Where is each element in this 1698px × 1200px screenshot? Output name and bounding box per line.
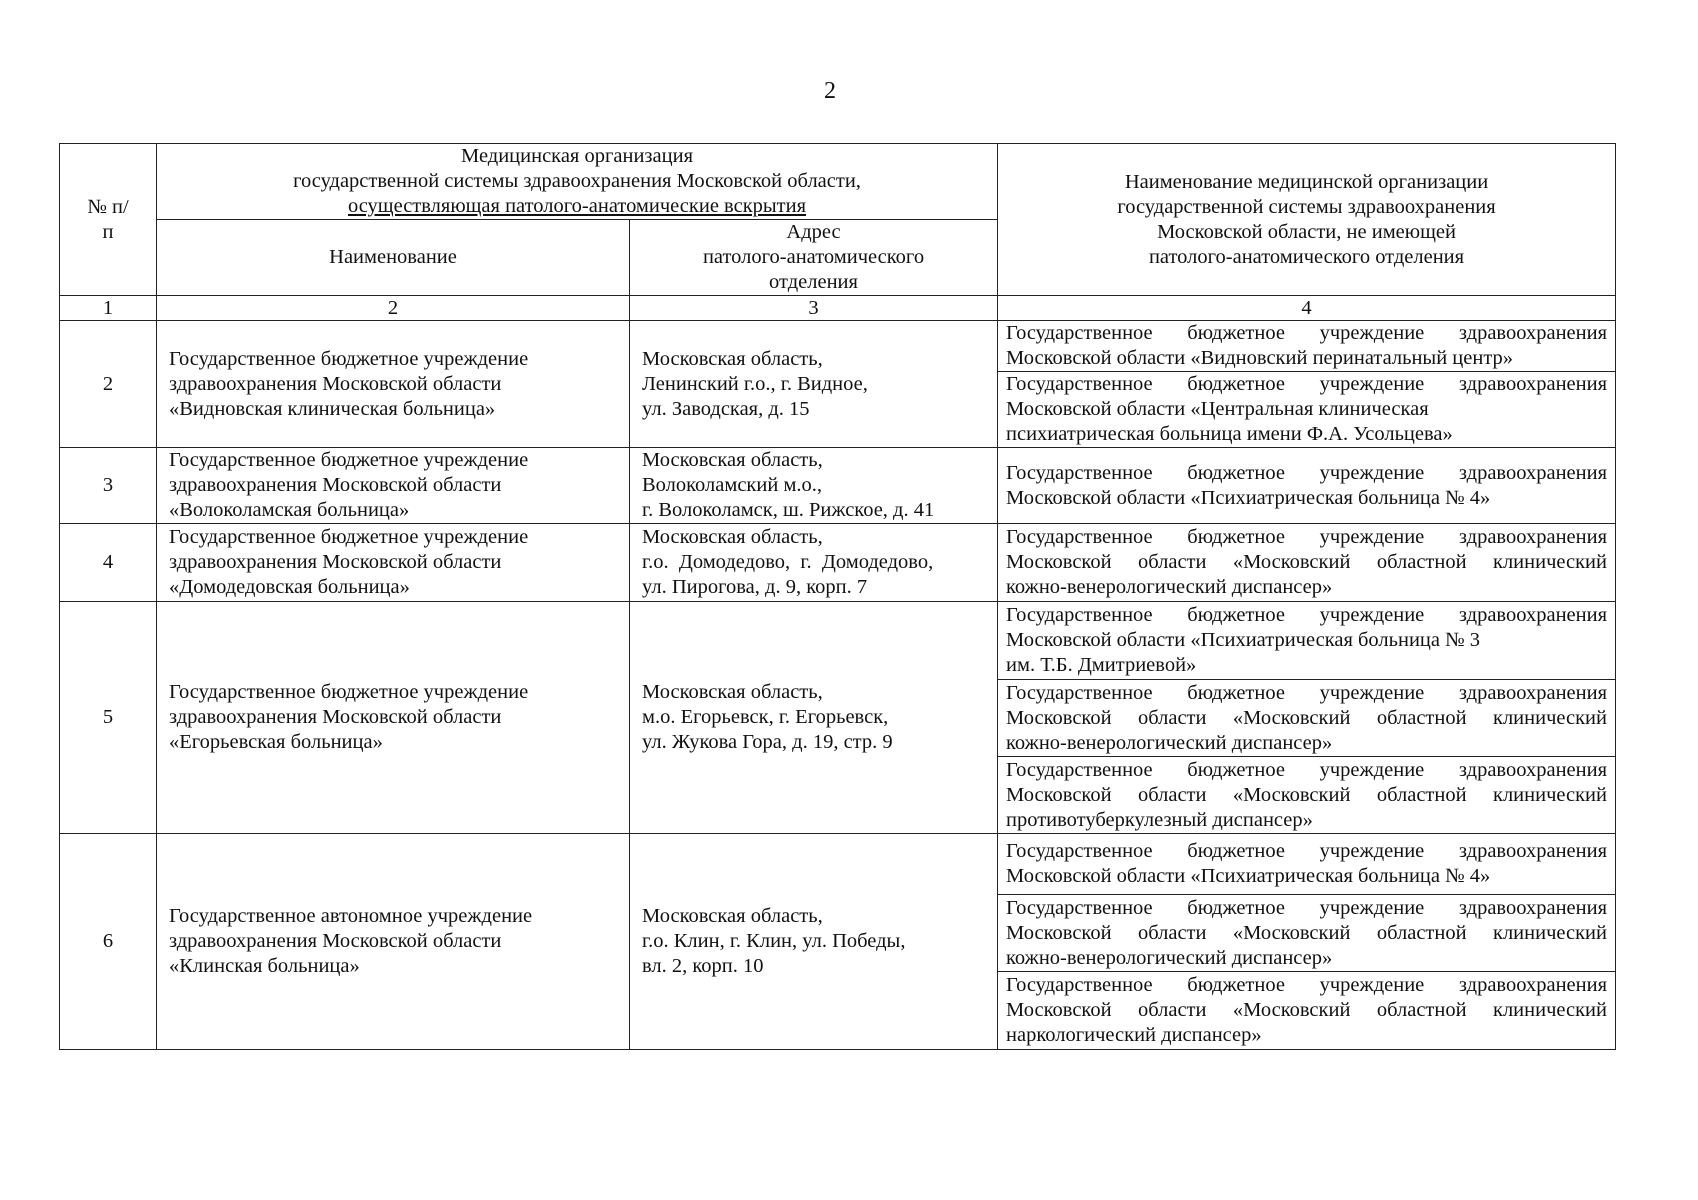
attached-org-line: Московской области «Психиатрическая больница № 4» xyxy=(1006,865,1491,887)
attached-org-line: Государственное бюджетное учреждение здравоохранения xyxy=(1006,604,1608,626)
attached-org-line: психиатрическая больница имени Ф.А. Усольцева» xyxy=(1006,423,1453,445)
column-number: 3 xyxy=(630,296,998,321)
attached-org-line: Московской области «Московский областной клинический xyxy=(1006,921,1608,944)
org-name-line: «Волоколамская больница» xyxy=(169,499,410,521)
address-line: Ленинский г.о., г. Видное, xyxy=(642,372,868,395)
attached-org-cell xyxy=(998,602,1616,680)
row-number: 3 xyxy=(60,448,157,524)
attached-org-cell xyxy=(998,757,1616,834)
attached-org-line: Московской области «Московский областной клинический xyxy=(1006,551,1608,573)
header-num: № п/п xyxy=(87,195,129,243)
header-group-cell xyxy=(157,144,998,220)
address-line: ул. Заводская, д. 15 xyxy=(642,397,810,420)
address-line: вл. 2, корп. 10 xyxy=(642,955,764,977)
address-cell xyxy=(630,834,998,1050)
header-name: Наименование xyxy=(329,246,457,268)
column-number-row xyxy=(60,296,1616,321)
attached-org-line: Государственное бюджетное учреждение здравоохранения xyxy=(1006,461,1608,484)
attached-org-line: кожно-венерологический диспансер» xyxy=(1006,576,1333,598)
org-name-line: здравоохранения Московской области xyxy=(169,551,502,573)
attached-org-line: Государственное бюджетное учреждение здравоохранения xyxy=(1006,322,1608,344)
attached-org-line: Государственное бюджетное учреждение здравоохранения xyxy=(1006,681,1608,704)
org-name-line: здравоохранения Московской области xyxy=(169,372,502,395)
header-right-line: Наименование медицинской организации xyxy=(1124,170,1489,193)
org-name-cell xyxy=(157,602,630,834)
address-cell xyxy=(630,602,998,834)
org-name-line: Государственное бюджетное учреждение xyxy=(169,526,529,548)
address-line: Московская область, xyxy=(642,449,823,471)
org-name-line: Государственное бюджетное учреждение xyxy=(169,681,529,703)
attached-org-line: Государственное бюджетное учреждение здравоохранения xyxy=(1006,526,1608,548)
address-line: Волоколамский м.о., xyxy=(642,474,823,496)
header-group-line: государственной системы здравоохранения Московской области, xyxy=(293,170,861,192)
attached-org-line: Государственное бюджетное учреждение здравоохранения xyxy=(1006,373,1608,395)
attached-org-cell xyxy=(998,895,1616,972)
column-number: 4 xyxy=(998,296,1616,321)
attached-org-line: Московской области «Центральная клиническая xyxy=(1006,398,1429,420)
table-row xyxy=(60,321,1616,372)
attached-org-line: противотуберкулезный диспансер» xyxy=(1006,808,1313,831)
org-name-line: «Видновская клиническая больница» xyxy=(169,397,496,420)
header-address-line: Адрес xyxy=(786,221,841,243)
attached-org-line: Московской области «Московский областной клинический xyxy=(1006,706,1608,729)
header-right-cell xyxy=(998,144,1616,296)
header-right-line: государственной системы здравоохранения xyxy=(1117,195,1496,218)
attached-org-cell xyxy=(998,372,1616,448)
row-number: 4 xyxy=(60,524,157,602)
attached-org-cell xyxy=(998,448,1616,524)
table-row xyxy=(60,448,1616,524)
attached-org-line: кожно-венерологический диспансер» xyxy=(1006,731,1333,754)
attached-org-cell xyxy=(998,321,1616,372)
table-row xyxy=(60,834,1616,895)
address-line: г.о. Домодедово, г. Домодедово, xyxy=(642,551,934,573)
address-line: Московская область, xyxy=(642,526,823,548)
address-line: Московская область, xyxy=(642,347,823,370)
address-line: г. Волоколамск, ш. Рижское, д. 41 xyxy=(642,499,935,521)
org-name-line: «Егорьевская больница» xyxy=(169,731,383,753)
column-number: 2 xyxy=(157,296,630,321)
org-name-cell xyxy=(157,834,630,1050)
address-line: г.о. Клин, г. Клин, ул. Победы, xyxy=(642,930,906,952)
org-name-line: Государственное бюджетное учреждение xyxy=(169,347,529,370)
attached-org-line: Московской области «Психиатрическая больница № 3 xyxy=(1006,629,1481,651)
table-row xyxy=(60,602,1616,680)
address-line: Московская область, xyxy=(642,905,823,927)
header-num-cell xyxy=(60,144,157,296)
header-right-line: патолого-анатомического отделения xyxy=(1148,245,1465,268)
attached-org-cell xyxy=(998,834,1616,895)
org-name-line: здравоохранения Московской области xyxy=(169,474,502,496)
attached-org-line: Московской области «Московский областной клинический xyxy=(1006,999,1608,1021)
header-address-line: патолого-анатомического xyxy=(702,246,925,268)
attached-org-line: наркологический диспансер» xyxy=(1006,1024,1262,1046)
header-address-line: отделения xyxy=(769,271,858,293)
attached-org-line: Московской области «Психиатрическая больница № 4» xyxy=(1006,486,1491,509)
attached-org-line: Государственное бюджетное учреждение здравоохранения xyxy=(1006,896,1608,919)
attached-org-line: Московской области «Видновский перинатальный центр» xyxy=(1006,347,1514,369)
attached-org-line: Московской области «Московский областной клинический xyxy=(1006,783,1608,806)
address-line: м.о. Егорьевск, г. Егорьевск, xyxy=(642,706,889,728)
header-right-line: Московской области, не имеющей xyxy=(1157,220,1456,243)
attached-org-cell xyxy=(998,524,1616,602)
address-cell xyxy=(630,448,998,524)
attached-org-line: Государственное бюджетное учреждение здравоохранения xyxy=(1006,758,1608,781)
org-name-line: здравоохранения Московской области xyxy=(169,706,502,728)
org-name-line: Государственное бюджетное учреждение xyxy=(169,449,529,471)
org-name-cell xyxy=(157,448,630,524)
table-row xyxy=(60,524,1616,602)
column-number: 1 xyxy=(60,296,157,321)
header-address-cell xyxy=(630,220,998,296)
attached-org-cell xyxy=(998,972,1616,1050)
org-name-cell xyxy=(157,524,630,602)
org-name-line: «Клинская больница» xyxy=(169,955,360,977)
attached-org-cell xyxy=(998,680,1616,757)
header-group-line: Медицинская организация xyxy=(460,145,694,167)
row-number: 5 xyxy=(60,602,157,834)
row-number: 6 xyxy=(60,834,157,1050)
header-name-cell xyxy=(157,220,630,296)
org-name-line: здравоохранения Московской области xyxy=(169,930,502,952)
org-name-cell xyxy=(157,321,630,448)
row-number: 2 xyxy=(60,321,157,448)
address-line: ул. Пирогова, д. 9, корп. 7 xyxy=(642,576,868,598)
address-cell xyxy=(630,321,998,448)
page-number: 2 xyxy=(824,78,836,104)
org-name-line: Государственное автономное учреждение xyxy=(169,905,533,927)
org-name-line: «Домодедовская больница» xyxy=(169,576,410,598)
attached-org-line: Государственное бюджетное учреждение здравоохранения xyxy=(1006,840,1608,862)
address-line: ул. Жукова Гора, д. 19, стр. 9 xyxy=(642,731,893,753)
attached-org-line: кожно-венерологический диспансер» xyxy=(1006,946,1333,969)
address-line: Московская область, xyxy=(642,681,823,703)
attached-org-line: им. Т.Б. Дмитриевой» xyxy=(1006,654,1197,676)
address-cell xyxy=(630,524,998,602)
hospital-table xyxy=(59,143,1616,1050)
attached-org-line: Государственное бюджетное учреждение здравоохранения xyxy=(1006,974,1608,996)
header-group-line: осуществляющая патолого-анатомические вскрытия xyxy=(347,195,807,217)
